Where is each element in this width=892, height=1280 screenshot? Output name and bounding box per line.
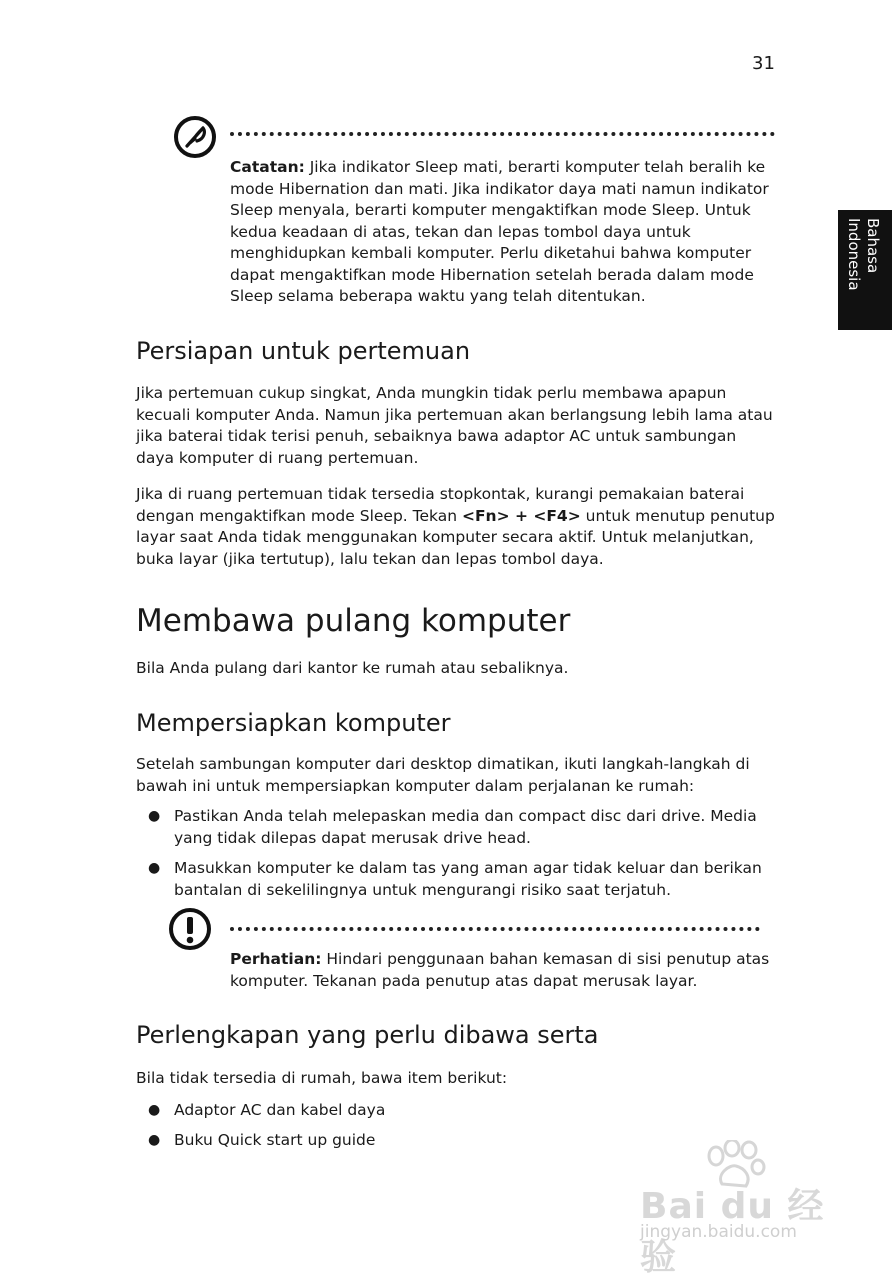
note-label: Catatan: <box>230 158 305 176</box>
chapter-intro: Bila Anda pulang dari kantor ke rumah atau sebaliknya. <box>136 659 569 677</box>
list-item: Masukkan komputer ke dalam tas yang aman agar tidak keluar dan berikan bantalan di sekelilingnya untuk mengurangi risiko saat terjatuh. <box>174 859 762 899</box>
chapter-title: Membawa pulang komputer <box>136 603 571 639</box>
list-item: Adaptor AC dan kabel daya <box>174 1101 386 1119</box>
note-divider <box>230 927 760 931</box>
bullet-icon: ● <box>148 860 161 876</box>
keyboard-shortcut: <Fn> + <F4> <box>461 506 581 525</box>
section-title-persiapan: Persiapan untuk pertemuan <box>136 337 471 365</box>
watermark-url: jingyan.baidu.com <box>640 1222 797 1242</box>
paragraph: Bila tidak tersedia di rumah, bawa item berikut: <box>136 1069 508 1087</box>
section-title-perlengkapan: Perlengkapan yang perlu dibawa serta <box>136 1021 599 1049</box>
paragraph: Jika pertemuan cukup singkat, Anda mungkin tidak perlu membawa apapun kecuali komputer Anda. Namun jika pertemuan akan berlangsung lebih lama atau jika baterai tidak terisi penuh, sebaiknya bawa adaptor AC untuk sambungan daya komputer di ruang pertemuan. <box>136 384 773 467</box>
paragraph: Setelah sambungan komputer dari desktop dimatikan, ikuti langkah-langkah di bawah ini untuk mempersiapkan komputer dalam perjalanan ke rumah: <box>136 755 750 795</box>
language-side-tab <box>838 210 892 330</box>
feather-note-icon <box>173 115 217 159</box>
watermark-brand: Bai du 经验 <box>640 1186 825 1278</box>
note-perhatian <box>230 949 770 992</box>
note-text: Jika indikator Sleep mati, berarti komputer telah beralih ke mode Hibernation dan mati. Jika indikator daya mati namun indikator Sleep menyala, berarti komputer mengaktifkan mode Sleep. Untuk kedua keadaan di atas, tekan dan lepas tombol daya untuk menghidupkan kembali komputer. Perlu diketahui bahwa komputer dapat mengaktifkan mode Hibernation setelah berada dalam mode Sleep selama beberapa waktu yang telah ditentukan. <box>230 158 769 305</box>
note-catatan <box>230 157 775 308</box>
list-item: Pastikan Anda telah melepaskan media dan compact disc dari drive. Media yang tidak dilepas dapat merusak drive head. <box>174 807 757 847</box>
list-item: Buku Quick start up guide <box>174 1131 376 1149</box>
paragraph-text: untuk menutup penutup layar saat Anda tidak menggunakan komputer secara aktif. Untuk melanjutkan, buka layar (jika tertutup), lalu tekan dan lepas tombol daya. <box>136 506 775 568</box>
section-title-mempersiapkan: Mempersiapkan komputer <box>136 709 451 737</box>
language-side-tab-label: Bahasa Indonesia <box>845 218 882 291</box>
baidu-watermark <box>640 1140 850 1278</box>
paragraph <box>136 484 776 570</box>
bullet-icon: ● <box>148 1102 161 1118</box>
note-text: Hindari penggunaan bahan kemasan di sisi penutup atas komputer. Tekanan pada penutup atas dapat merusak layar. <box>230 950 770 990</box>
note-label: Perhatian: <box>230 950 322 968</box>
note-divider <box>230 132 775 136</box>
bullet-icon: ● <box>148 808 161 824</box>
page-number: 31 <box>752 53 775 74</box>
paragraph-text: Jika di ruang pertemuan tidak tersedia stopkontak, kurangi pemakaian baterai dengan mengaktifkan mode Sleep. Tekan <box>136 485 745 525</box>
bullet-icon: ● <box>148 1132 161 1148</box>
warning-exclamation-icon <box>168 907 212 951</box>
